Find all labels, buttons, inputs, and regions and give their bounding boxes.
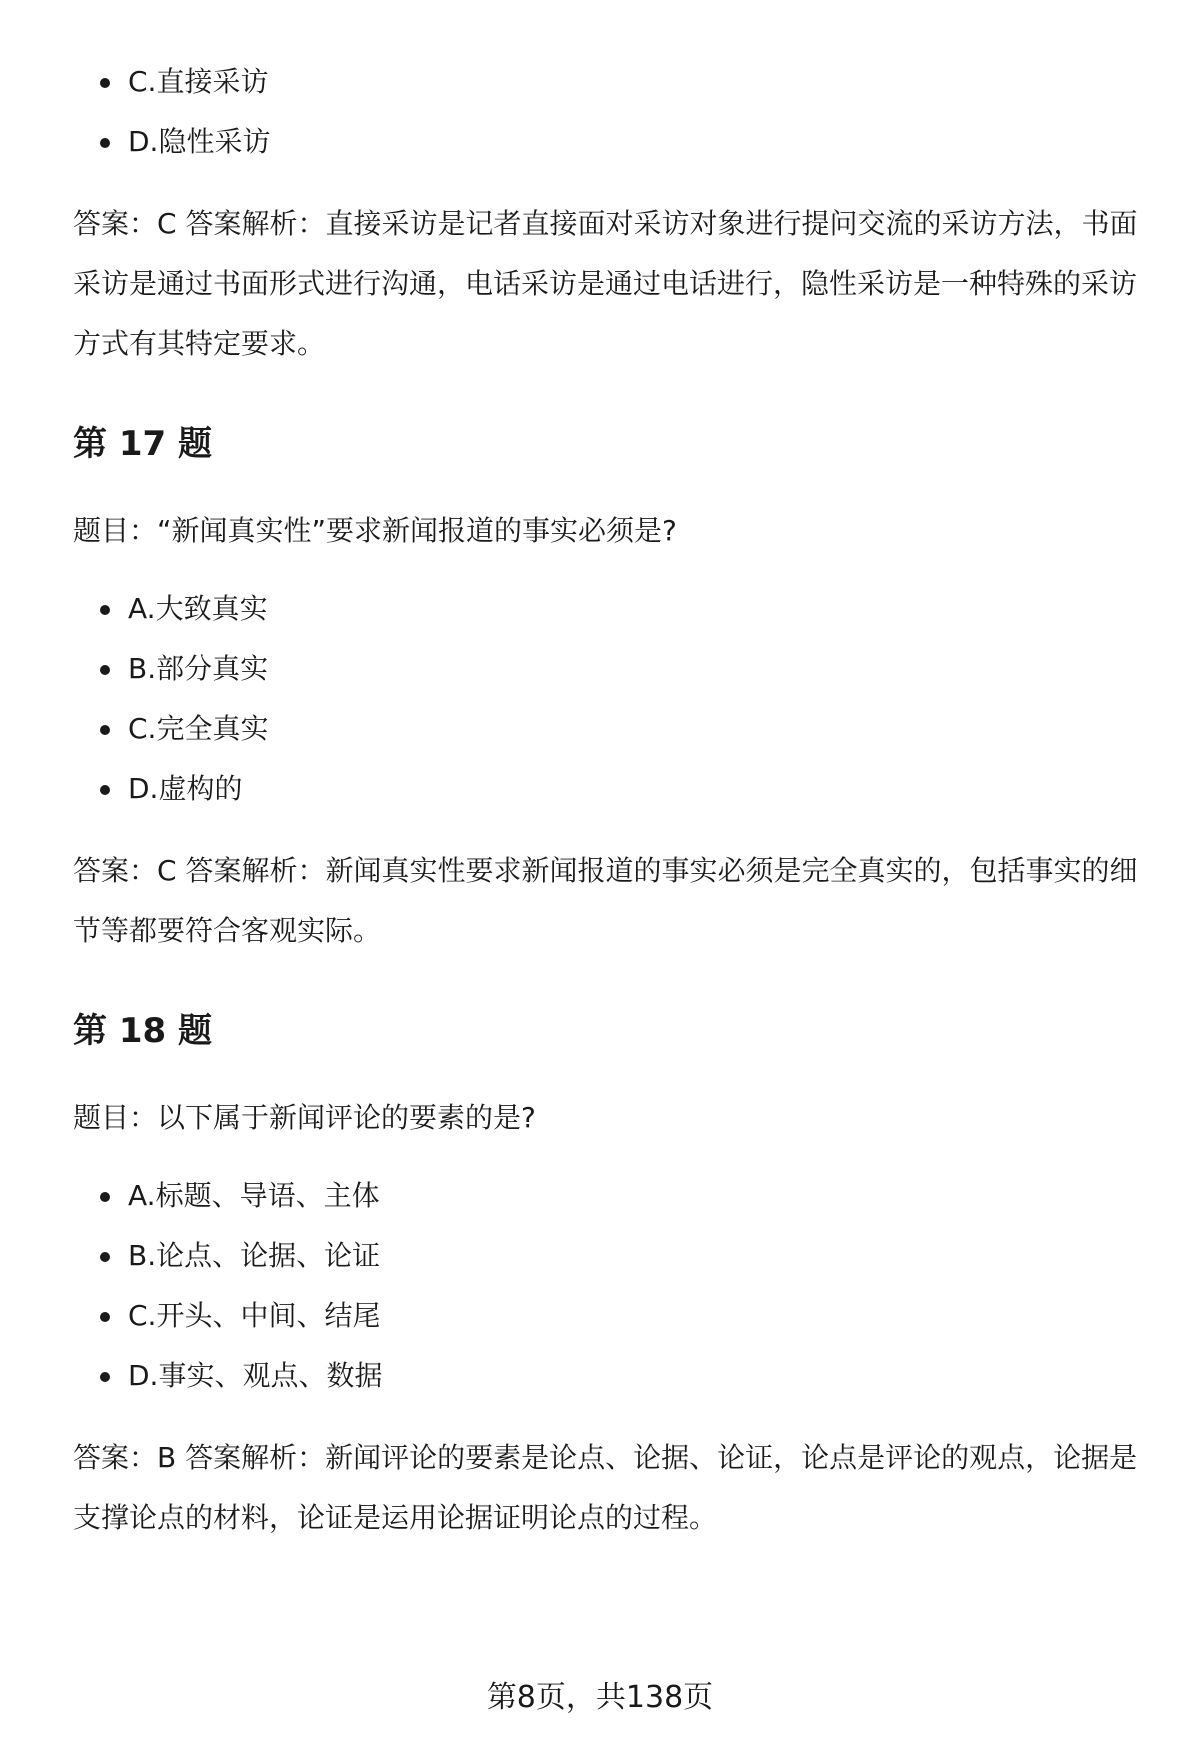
q18-answer: 答案：B 答案解析：新闻评论的要素是论点、论据、论证，论点是评论的观点，论据是支撑论点的材料，论证是运用论据证明论点的过程。 <box>73 1441 1138 1534</box>
q18-stem: 题目：以下属于新闻评论的要素的是? <box>73 1101 536 1134</box>
q17-option-d: D.虚构的 <box>73 769 1153 809</box>
q18-option-b: B.论点、论据、论证 <box>73 1236 1153 1276</box>
q16-option-d: D.隐性采访 <box>73 122 1153 162</box>
q16-answer: 答案：C 答案解析：直接采访是记者直接面对采访对象进行提问交流的采访方法，书面采访是通过书面形式进行沟通，电话采访是通过电话进行，隐性采访是一种特殊的采访方式有其特定要求。 <box>73 207 1138 360</box>
q17-options <box>73 589 1153 809</box>
q18-option-a: A.标题、导语、主体 <box>73 1176 1153 1216</box>
page-number: 第8页，共138页 <box>486 1680 714 1715</box>
q18-title: 第 18 题 <box>73 1011 212 1051</box>
q18-option-d: D.事实、观点、数据 <box>73 1356 1153 1396</box>
q17-option-c: C.完全真实 <box>73 709 1153 749</box>
q17-option-b: B.部分真实 <box>73 649 1153 689</box>
q16-options <box>73 62 1153 162</box>
q17-stem: 题目：“新闻真实性”要求新闻报道的事实必须是? <box>73 514 677 547</box>
q17-option-a: A.大致真实 <box>73 589 1153 629</box>
q16-option-c: C.直接采访 <box>73 62 1153 102</box>
q17-answer: 答案：C 答案解析：新闻真实性要求新闻报道的事实必须是完全真实的，包括事实的细节等都要符合客观实际。 <box>73 854 1138 947</box>
q18-options <box>73 1176 1153 1396</box>
document-page <box>73 62 1153 1548</box>
q17-title: 第 17 题 <box>73 424 212 464</box>
q18-option-c: C.开头、中间、结尾 <box>73 1296 1153 1336</box>
